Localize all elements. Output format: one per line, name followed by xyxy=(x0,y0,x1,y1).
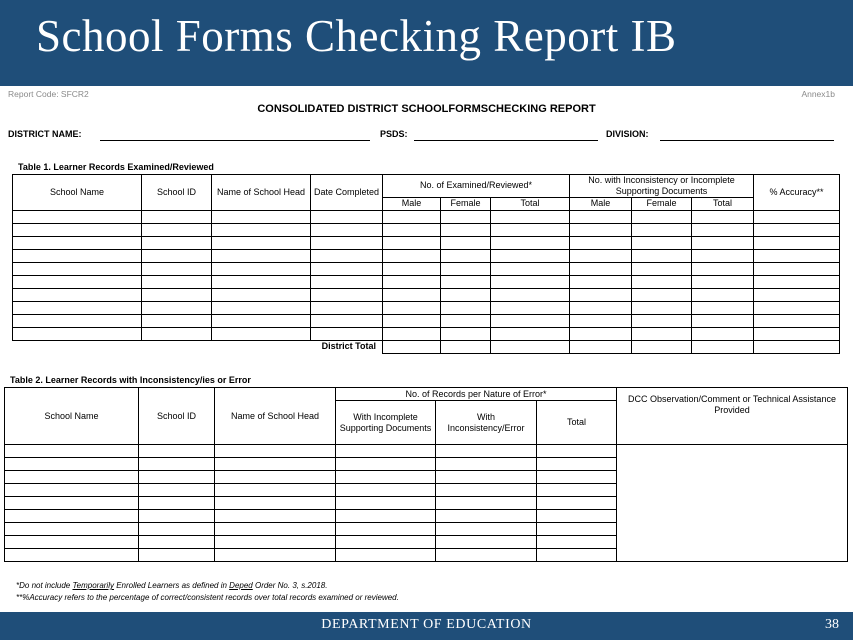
table-row xyxy=(13,223,840,236)
t1-header-school-head: Name of School Head xyxy=(212,175,311,211)
table-cell[interactable] xyxy=(570,249,632,262)
table-cell[interactable] xyxy=(537,445,617,458)
t1-header-examined: No. of Examined/Reviewed* xyxy=(383,175,570,198)
table-cell[interactable] xyxy=(142,275,212,288)
table-cell[interactable] xyxy=(537,458,617,471)
table-cell[interactable] xyxy=(441,262,491,275)
table-cell[interactable] xyxy=(537,484,617,497)
table-cell[interactable] xyxy=(142,236,212,249)
table-cell[interactable] xyxy=(632,236,692,249)
table-cell[interactable] xyxy=(436,445,537,458)
table1-caption: Table 1. Learner Records Examined/Reviewed xyxy=(18,162,214,172)
table-cell[interactable] xyxy=(5,484,139,497)
table-cell[interactable] xyxy=(13,236,142,249)
table-cell[interactable] xyxy=(212,210,311,223)
t1-header-male: Male xyxy=(383,197,441,210)
t1-header-school-name: School Name xyxy=(13,175,142,211)
table-cell[interactable] xyxy=(336,484,436,497)
table-cell[interactable] xyxy=(441,301,491,314)
annex-label: Annex1b xyxy=(801,89,835,99)
table-cell[interactable] xyxy=(754,327,840,340)
t1-header-total-inc: Total xyxy=(692,197,754,210)
t1-header-school-id: School ID xyxy=(142,175,212,211)
table-cell[interactable] xyxy=(692,236,754,249)
table-cell[interactable] xyxy=(311,301,383,314)
table-cell[interactable] xyxy=(570,327,632,340)
table-cell[interactable] xyxy=(142,262,212,275)
table-cell[interactable] xyxy=(491,288,570,301)
table-cell[interactable] xyxy=(5,549,139,562)
table-cell[interactable] xyxy=(537,536,617,549)
table-cell[interactable] xyxy=(692,288,754,301)
table-row xyxy=(13,314,840,327)
table-cell[interactable] xyxy=(436,484,537,497)
table-cell[interactable] xyxy=(436,458,537,471)
division-line xyxy=(660,140,834,141)
footer-label: DEPARTMENT OF EDUCATION xyxy=(321,617,532,632)
table-cell[interactable] xyxy=(212,249,311,262)
table2-error-records xyxy=(4,387,848,562)
t2-header-incomplete: With Incomplete Supporting Documents xyxy=(336,401,436,445)
table-cell[interactable] xyxy=(754,301,840,314)
table-cell[interactable] xyxy=(212,223,311,236)
table-cell[interactable] xyxy=(215,471,336,484)
table-cell[interactable] xyxy=(632,249,692,262)
table-cell[interactable] xyxy=(491,249,570,262)
district-total-cell[interactable] xyxy=(692,340,754,353)
t1-header-accuracy: % Accuracy** xyxy=(754,175,840,211)
table-cell[interactable] xyxy=(139,523,215,536)
table-cell[interactable] xyxy=(5,458,139,471)
table-cell[interactable] xyxy=(441,223,491,236)
table-row xyxy=(5,445,848,458)
table-cell[interactable] xyxy=(383,314,441,327)
table-row xyxy=(13,288,840,301)
footnote-2: **%Accuracy refers to the percentage of correct/consistent records over total records examined or reviewed. xyxy=(16,593,399,602)
district-total-cell[interactable] xyxy=(491,340,570,353)
table-cell[interactable] xyxy=(311,223,383,236)
t2-header-school-id: School ID xyxy=(139,388,215,445)
table-cell[interactable] xyxy=(5,523,139,536)
table-cell[interactable] xyxy=(692,275,754,288)
table-cell[interactable] xyxy=(441,249,491,262)
table-cell[interactable] xyxy=(754,236,840,249)
district-total-cell[interactable] xyxy=(754,340,840,353)
table-cell[interactable] xyxy=(336,510,436,523)
table-row xyxy=(13,210,840,223)
table-cell[interactable] xyxy=(692,210,754,223)
footer-banner xyxy=(0,612,853,640)
table-cell[interactable] xyxy=(754,314,840,327)
table-cell[interactable] xyxy=(570,314,632,327)
table-cell[interactable] xyxy=(311,275,383,288)
table-cell[interactable] xyxy=(215,523,336,536)
table-cell[interactable] xyxy=(5,536,139,549)
table-cell[interactable] xyxy=(632,210,692,223)
table-cell[interactable] xyxy=(139,458,215,471)
table-cell[interactable] xyxy=(212,288,311,301)
table-cell[interactable] xyxy=(311,314,383,327)
table-cell[interactable] xyxy=(142,327,212,340)
table-cell[interactable] xyxy=(336,523,436,536)
table-cell[interactable] xyxy=(13,288,142,301)
table-cell[interactable] xyxy=(311,327,383,340)
table-cell[interactable] xyxy=(142,249,212,262)
table-cell[interactable] xyxy=(215,510,336,523)
table-cell[interactable] xyxy=(754,210,840,223)
table-cell[interactable] xyxy=(13,275,142,288)
title-banner xyxy=(0,0,853,86)
table-row xyxy=(13,327,840,340)
page-number: 38 xyxy=(825,617,839,632)
table-cell[interactable] xyxy=(491,262,570,275)
table-cell[interactable] xyxy=(336,536,436,549)
table-cell[interactable] xyxy=(13,249,142,262)
slide-title: School Forms Checking Report IB xyxy=(36,11,677,61)
table-cell[interactable] xyxy=(754,275,840,288)
footnote-1: *Do not include Temporarily Enrolled Learners as defined in Deped Order No. 3, s.2018. xyxy=(16,581,328,590)
table-cell[interactable] xyxy=(212,327,311,340)
table-row xyxy=(13,249,840,262)
table-cell[interactable] xyxy=(13,223,142,236)
table-cell[interactable] xyxy=(436,549,537,562)
t1-header-inconsistency: No. with Inconsistency or Incomplete Supporting Documents xyxy=(570,175,754,198)
district-total-cell[interactable] xyxy=(570,340,632,353)
table-cell[interactable] xyxy=(436,510,537,523)
table-cell[interactable] xyxy=(142,210,212,223)
table-cell[interactable] xyxy=(537,471,617,484)
report-title: CONSOLIDATED DISTRICT SCHOOLFORMSCHECKING REPORT xyxy=(257,103,596,115)
table-cell[interactable] xyxy=(13,301,142,314)
table-cell[interactable] xyxy=(13,314,142,327)
table-cell[interactable] xyxy=(537,510,617,523)
t2-header-total: Total xyxy=(537,401,617,445)
table-row xyxy=(13,236,840,249)
report-code: Report Code: SFCR2 xyxy=(8,89,89,99)
psds-label: PSDS: xyxy=(380,129,408,139)
table-cell[interactable] xyxy=(13,210,142,223)
table-cell[interactable] xyxy=(5,497,139,510)
table-cell[interactable] xyxy=(754,262,840,275)
table-cell[interactable] xyxy=(570,275,632,288)
table-cell[interactable] xyxy=(336,458,436,471)
t1-header-total: Total xyxy=(491,197,570,210)
table-cell[interactable] xyxy=(212,301,311,314)
t2-header-school-head: Name of School Head xyxy=(215,388,336,445)
district-total-cell[interactable] xyxy=(441,340,491,353)
table-cell[interactable] xyxy=(491,301,570,314)
table-cell[interactable] xyxy=(212,275,311,288)
table-cell[interactable] xyxy=(139,484,215,497)
table-cell[interactable] xyxy=(5,471,139,484)
table-cell[interactable] xyxy=(383,223,441,236)
table-cell[interactable] xyxy=(215,497,336,510)
table-cell[interactable] xyxy=(692,301,754,314)
observation-cell[interactable] xyxy=(617,445,848,562)
table-cell[interactable] xyxy=(215,445,336,458)
table-cell[interactable] xyxy=(142,288,212,301)
table-cell[interactable] xyxy=(139,497,215,510)
table-cell[interactable] xyxy=(436,471,537,484)
table-cell[interactable] xyxy=(13,327,142,340)
table-cell[interactable] xyxy=(139,549,215,562)
t1-header-female: Female xyxy=(441,197,491,210)
table-cell[interactable] xyxy=(336,497,436,510)
table-cell[interactable] xyxy=(441,314,491,327)
table-cell[interactable] xyxy=(692,314,754,327)
table-cell[interactable] xyxy=(139,536,215,549)
table-cell[interactable] xyxy=(13,262,142,275)
table-cell[interactable] xyxy=(491,210,570,223)
table-cell[interactable] xyxy=(632,327,692,340)
table-cell[interactable] xyxy=(754,223,840,236)
table-cell[interactable] xyxy=(441,327,491,340)
table-cell[interactable] xyxy=(336,549,436,562)
table-cell[interactable] xyxy=(491,314,570,327)
table-cell[interactable] xyxy=(537,497,617,510)
table-cell[interactable] xyxy=(336,471,436,484)
table-cell[interactable] xyxy=(383,262,441,275)
table-row xyxy=(13,275,840,288)
t1-header-date-completed: Date Completed xyxy=(311,175,383,211)
table1-learner-records xyxy=(12,174,840,354)
table-cell[interactable] xyxy=(441,288,491,301)
table-cell[interactable] xyxy=(570,210,632,223)
table-cell[interactable] xyxy=(632,301,692,314)
table-cell[interactable] xyxy=(570,223,632,236)
district-name-line xyxy=(100,140,370,141)
table-cell[interactable] xyxy=(139,510,215,523)
table-cell[interactable] xyxy=(491,236,570,249)
psds-line xyxy=(414,140,598,141)
table-cell[interactable] xyxy=(692,223,754,236)
table-cell[interactable] xyxy=(383,275,441,288)
table-cell[interactable] xyxy=(336,445,436,458)
table-cell[interactable] xyxy=(436,523,537,536)
table-cell[interactable] xyxy=(570,288,632,301)
table-cell[interactable] xyxy=(441,210,491,223)
table-cell[interactable] xyxy=(311,288,383,301)
district-total-label: District Total xyxy=(321,341,376,352)
table-cell[interactable] xyxy=(570,236,632,249)
table-cell[interactable] xyxy=(215,484,336,497)
table-cell[interactable] xyxy=(142,314,212,327)
table-row xyxy=(13,301,840,314)
table-cell[interactable] xyxy=(632,288,692,301)
table-cell[interactable] xyxy=(5,510,139,523)
table-cell[interactable] xyxy=(491,275,570,288)
table-cell[interactable] xyxy=(212,314,311,327)
table-cell[interactable] xyxy=(632,314,692,327)
table-cell[interactable] xyxy=(142,223,212,236)
table-cell[interactable] xyxy=(311,210,383,223)
t2-header-inconsistency: With Inconsistency/Error xyxy=(436,401,537,445)
table-cell[interactable] xyxy=(692,249,754,262)
table-cell[interactable] xyxy=(692,262,754,275)
table-cell[interactable] xyxy=(215,549,336,562)
table2-caption: Table 2. Learner Records with Inconsistency/ies or Error xyxy=(10,375,251,385)
division-label: DIVISION: xyxy=(606,129,649,139)
t2-header-observation: DCC Observation/Comment or Technical Assistance Provided xyxy=(617,388,848,445)
table-cell[interactable] xyxy=(139,445,215,458)
t1-header-female-inc: Female xyxy=(632,197,692,210)
table-cell[interactable] xyxy=(491,327,570,340)
table-cell[interactable] xyxy=(383,210,441,223)
table-cell[interactable] xyxy=(754,249,840,262)
district-total-cell[interactable] xyxy=(383,340,441,353)
table-cell[interactable] xyxy=(632,275,692,288)
table-cell[interactable] xyxy=(212,262,311,275)
t2-header-school-name: School Name xyxy=(5,388,139,445)
table-cell[interactable] xyxy=(632,223,692,236)
table-cell[interactable] xyxy=(570,262,632,275)
table-cell[interactable] xyxy=(5,445,139,458)
table-cell[interactable] xyxy=(383,236,441,249)
table-cell[interactable] xyxy=(383,249,441,262)
table-cell[interactable] xyxy=(311,249,383,262)
table-cell[interactable] xyxy=(215,458,336,471)
table-cell[interactable] xyxy=(139,471,215,484)
table-cell[interactable] xyxy=(754,288,840,301)
table-row xyxy=(13,262,840,275)
table-cell[interactable] xyxy=(215,536,336,549)
table-cell[interactable] xyxy=(537,549,617,562)
table-cell[interactable] xyxy=(383,288,441,301)
table-cell[interactable] xyxy=(311,236,383,249)
table-cell[interactable] xyxy=(692,327,754,340)
district-name-label: DISTRICT NAME: xyxy=(8,129,82,139)
table-cell[interactable] xyxy=(441,275,491,288)
table-cell[interactable] xyxy=(537,523,617,536)
table-cell[interactable] xyxy=(436,536,537,549)
table-cell[interactable] xyxy=(383,327,441,340)
district-total-cell[interactable] xyxy=(632,340,692,353)
table-cell[interactable] xyxy=(441,236,491,249)
t1-header-male-inc: Male xyxy=(570,197,632,210)
table-cell[interactable] xyxy=(311,262,383,275)
table-cell[interactable] xyxy=(436,497,537,510)
table-cell[interactable] xyxy=(383,301,441,314)
table-cell[interactable] xyxy=(570,301,632,314)
table-cell[interactable] xyxy=(212,236,311,249)
table-cell[interactable] xyxy=(491,223,570,236)
table-cell[interactable] xyxy=(632,262,692,275)
table-cell[interactable] xyxy=(142,301,212,314)
t2-header-error-group: No. of Records per Nature of Error* xyxy=(336,388,617,401)
